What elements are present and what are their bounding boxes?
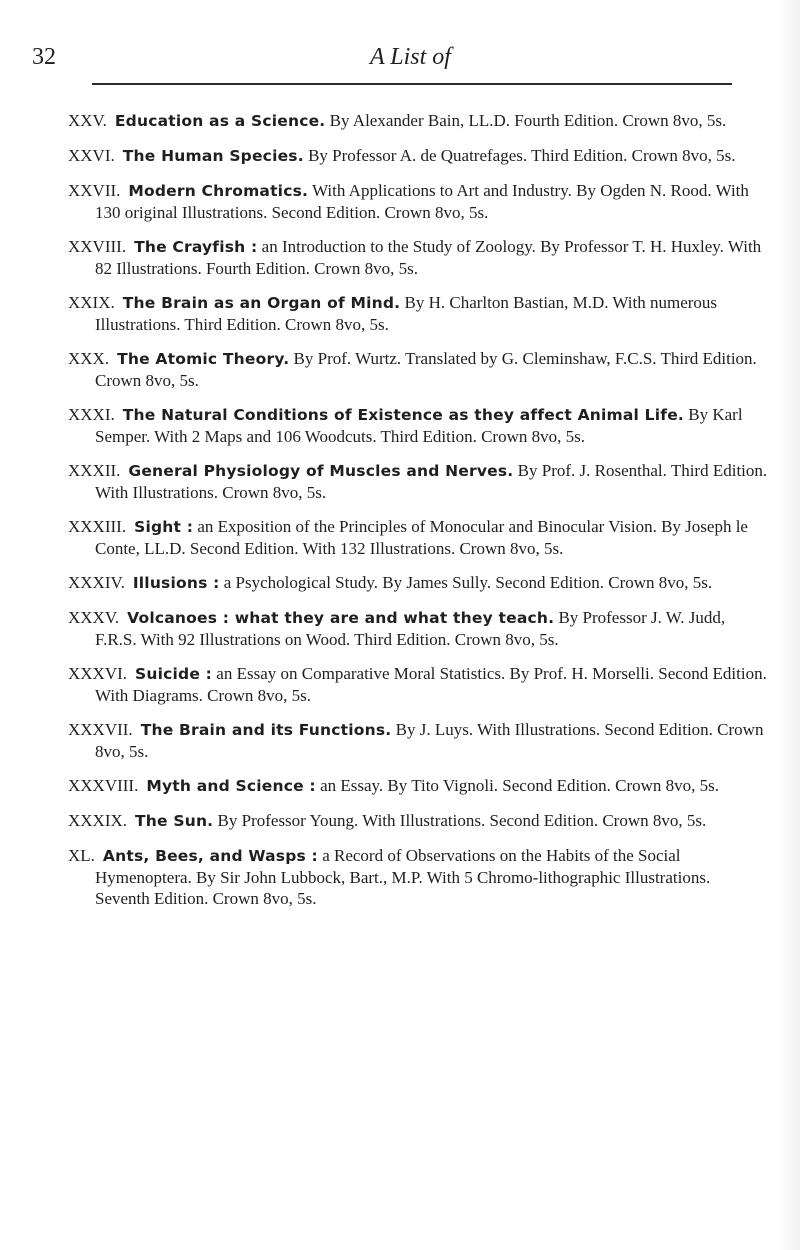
list-item [68,607,768,650]
list-item [68,572,768,594]
entry-description: an Essay. By Tito Vignoli. Second Edition. Crown 8vo, 5s. [320,776,720,795]
list-item [68,292,768,335]
entry-number: XL. [68,846,95,865]
entry-title: The Brain and its Functions. [140,721,392,739]
entry-description: a Record of Observations on the Habits of the Social Hymenoptera. By Sir John Lubbock, Bart., M.P. With 5 Chromo-lithographic Illustrations. Seventh Edition. Crown 8vo, 5s. [95,846,711,908]
entry-number: XXXI. [68,405,115,424]
list-item [68,516,768,559]
entry-title: General Physiology of Muscles and Nerves. [128,462,514,480]
entry-number: XXXIV. [68,573,125,592]
list-item [68,404,768,447]
list-item [68,663,768,706]
header-rule [92,83,732,85]
list-item [68,810,768,832]
list-item [68,180,768,223]
entry-description: By Alexander Bain, LL.D. Fourth Edition. Crown 8vo, 5s. [329,111,727,130]
entry-description: By H. Charlton Bastian, M.D. With numerous Illustrations. Third Edition. Crown 8vo, 5s. [95,293,718,334]
page-edge-shadow [778,0,800,1250]
entry-title: Ants, Bees, and Wasps : [102,847,318,865]
list-item [68,775,768,797]
entry-title: Education as a Science. [114,112,326,130]
entry-number: XXVIII. [68,237,127,256]
list-item [68,845,768,909]
entry-number: XXV. [68,111,107,130]
entry-description: By Karl Semper. With 2 Maps and 106 Woodcuts. Third Edition. Crown 8vo, 5s. [95,405,743,446]
entry-title: The Crayfish : [134,238,258,256]
entry-number: XXXVII. [68,720,133,739]
entry-number: XXXIII. [68,517,127,536]
entry-description: By Professor Young. With Illustrations. Second Edition. Crown 8vo, 5s. [217,811,707,830]
entry-description: By Professor J. W. Judd, F.R.S. With 92 Illustrations on Wood. Third Edition. Crown 8vo, 5s. [95,608,726,649]
entry-title: Modern Chromatics. [128,182,309,200]
entry-title: The Sun. [135,812,214,830]
entry-description: By Prof. J. Rosenthal. Third Edition. With Illustrations. Crown 8vo, 5s. [95,461,768,502]
entry-number: XXXVIII. [68,776,139,795]
entry-description: an Introduction to the Study of Zoology. By Professor T. H. Huxley. With 82 Illustrations. Fourth Edition. Crown 8vo, 5s. [95,237,762,278]
entry-title: Illusions : [132,574,220,592]
entry-description: a Psychological Study. By James Sully. Second Edition. Crown 8vo, 5s. [223,573,713,592]
entry-number: XXIX. [68,293,115,312]
list-item [68,145,768,167]
entry-title: The Human Species. [122,147,304,165]
list-item [68,110,768,132]
entry-description: By J. Luys. With Illustrations. Second Edition. Crown 8vo, 5s. [95,720,764,761]
entry-number: XXX. [68,349,110,368]
entry-title: The Brain as an Organ of Mind. [122,294,401,312]
entry-title: Volcanoes : what they are and what they teach. [127,609,555,627]
entry-number: XXVII. [68,181,121,200]
list-item [68,348,768,391]
entry-description: an Essay on Comparative Moral Statistics. By Prof. H. Morselli. Second Edition. With Diagrams. Crown 8vo, 5s. [95,664,767,705]
entry-title: Sight : [134,518,194,536]
page-header [32,44,732,88]
entry-number: XXXIX. [68,811,128,830]
entry-title: Myth and Science : [146,777,316,795]
list-item [68,719,768,762]
entry-number: XXXII. [68,461,121,480]
entry-title: Suicide : [135,665,213,683]
book-list [68,110,768,922]
entry-title: The Natural Conditions of Existence as they affect Animal Life. [122,406,685,424]
entry-description: an Exposition of the Principles of Monocular and Binocular Vision. By Joseph le Conte, LL.D. Second Edition. With 132 Illustrations. Crown 8vo, 5s. [95,517,748,558]
running-title: A List of [370,44,451,70]
entry-title: The Atomic Theory. [117,350,290,368]
page-number: 32 [32,44,56,70]
entry-number: XXXV. [68,608,120,627]
entry-description: By Prof. Wurtz. Translated by G. Cleminshaw, F.C.S. Third Edition. Crown 8vo, 5s. [95,349,757,390]
entry-description: By Professor A. de Quatrefages. Third Edition. Crown 8vo, 5s. [308,146,736,165]
entry-description: With Applications to Art and Industry. By Ogden N. Rood. With 130 original Illustrations. Second Edition. Crown 8vo, 5s. [95,181,749,222]
list-item [68,236,768,279]
entry-number: XXXVI. [68,664,128,683]
entry-number: XXVI. [68,146,115,165]
list-item [68,460,768,503]
